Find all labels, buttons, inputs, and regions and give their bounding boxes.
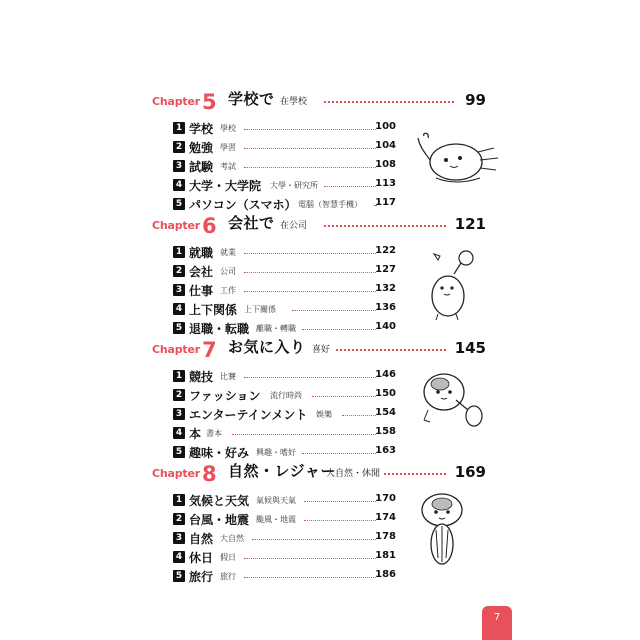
item-page: 132 <box>375 283 396 294</box>
item-number-badge: 4 <box>173 179 185 191</box>
item-title: 勉強 <box>189 141 214 155</box>
chapter-page: 169 <box>454 463 486 481</box>
item-subtitle: 就業 <box>220 248 236 257</box>
item-number-badge: 3 <box>173 408 185 420</box>
item-page: 127 <box>375 264 396 275</box>
hamster-badminton-illustration-1 <box>420 244 480 324</box>
item-subtitle: 上下關係 <box>244 305 276 314</box>
item-subtitle: 比賽 <box>220 372 236 381</box>
item-number-badge: 2 <box>173 389 185 401</box>
item-title: 上下関係 <box>189 303 238 317</box>
item-title: ファッション <box>189 389 261 403</box>
chapter-page: 121 <box>454 215 486 233</box>
chapter-number: 7 <box>202 338 217 362</box>
item-page: 122 <box>375 245 396 256</box>
chapter-title: 会社で <box>228 214 275 232</box>
dot-leader <box>244 291 376 292</box>
chapter-subtitle: 在學校 <box>280 97 308 107</box>
item-title: 競技 <box>189 370 214 384</box>
item-title: 旅行 <box>189 570 214 584</box>
page-number-tab: 7 <box>482 606 512 640</box>
dot-leader <box>302 329 376 330</box>
item-number-badge: 2 <box>173 265 185 277</box>
dot-leader <box>244 129 376 130</box>
dot-leader <box>244 558 376 559</box>
dot-leader <box>384 473 446 475</box>
item-subtitle: 學校 <box>220 124 236 133</box>
chapter-label: Chapter <box>152 343 200 356</box>
dot-leader <box>244 253 376 254</box>
dot-leader <box>342 415 376 416</box>
item-page: 136 <box>375 302 396 313</box>
hamster-badminton-illustration-2 <box>418 364 488 434</box>
item-subtitle: 氣候與天氣 <box>256 496 296 505</box>
item-number-badge: 1 <box>173 370 185 382</box>
item-page: 140 <box>375 321 396 332</box>
item-number-badge: 4 <box>173 427 185 439</box>
item-number-badge: 3 <box>173 532 185 544</box>
item-title: 大学・大学院 <box>189 179 262 193</box>
item-number-badge: 3 <box>173 160 185 172</box>
dot-leader <box>336 349 446 351</box>
chapter-subtitle: 在公司 <box>280 221 308 231</box>
chapter-label: Chapter <box>152 467 200 480</box>
chapter-number: 5 <box>202 90 217 114</box>
item-subtitle: 娛樂 <box>316 410 332 419</box>
item-number-badge: 1 <box>173 246 185 258</box>
item-page: 163 <box>375 445 396 456</box>
dot-leader <box>244 167 376 168</box>
hamster-sliding-illustration <box>408 130 504 190</box>
item-subtitle: 書本 <box>206 429 222 438</box>
dot-leader <box>244 377 376 378</box>
dot-leader <box>324 225 446 227</box>
chapter-title: お気に入り <box>228 338 306 356</box>
item-title: 退職・転職 <box>189 322 250 336</box>
item-subtitle: 考試 <box>220 162 236 171</box>
item-title: 仕事 <box>189 284 214 298</box>
item-subtitle: 假日 <box>220 553 236 562</box>
dot-leader <box>324 186 376 187</box>
chapter-header <box>152 332 486 360</box>
chapter-title: 学校で <box>228 90 275 108</box>
item-page: 104 <box>375 140 396 151</box>
dot-leader <box>232 434 376 435</box>
item-title: 学校 <box>189 122 214 136</box>
item-title: エンターテインメント <box>189 408 308 422</box>
dot-leader <box>312 396 376 397</box>
item-page: 154 <box>375 407 396 418</box>
item-page: 158 <box>375 426 396 437</box>
chapter-number: 8 <box>202 462 217 486</box>
item-title: 自然 <box>189 532 214 546</box>
chapter-header <box>152 456 486 484</box>
item-number-badge: 5 <box>173 570 185 582</box>
item-subtitle: 大學・研究所 <box>270 181 318 190</box>
dot-leader <box>292 310 376 311</box>
dot-leader <box>244 148 376 149</box>
item-page: 174 <box>375 512 396 523</box>
item-number-badge: 5 <box>173 446 185 458</box>
item-title: 休日 <box>189 551 214 565</box>
dot-leader <box>244 272 376 273</box>
item-title: 試験 <box>189 160 214 174</box>
dot-leader <box>324 101 454 103</box>
dot-leader <box>244 577 376 578</box>
item-page: 170 <box>375 493 396 504</box>
item-title: パソコン（スマホ） <box>189 198 297 212</box>
item-page: 117 <box>375 197 396 208</box>
item-number-badge: 4 <box>173 303 185 315</box>
item-subtitle: 離職・轉職 <box>256 324 296 333</box>
chapter-title: 自然・レジャー <box>228 462 336 480</box>
dot-leader <box>304 501 376 502</box>
chapter-page: 99 <box>465 91 486 109</box>
item-subtitle: 旅行 <box>220 572 236 581</box>
item-page: 113 <box>375 178 396 189</box>
dot-leader <box>302 453 376 454</box>
item-page: 146 <box>375 369 396 380</box>
item-title: 就職 <box>189 246 214 260</box>
item-title: 趣味・好み <box>189 446 250 460</box>
chapter-header <box>152 84 486 112</box>
item-title: 台風・地震 <box>189 513 250 527</box>
item-page: 186 <box>375 569 396 580</box>
item-number-badge: 4 <box>173 551 185 563</box>
item-subtitle: 颱風・地震 <box>256 515 296 524</box>
item-subtitle: 興趣・嗜好 <box>256 448 296 457</box>
item-title: 本 <box>189 427 202 441</box>
item-title: 会社 <box>189 265 214 279</box>
item-subtitle: 學習 <box>220 143 236 152</box>
item-page: 108 <box>375 159 396 170</box>
item-number-badge: 5 <box>173 198 185 210</box>
item-subtitle: 電腦（智慧手機） <box>298 200 362 209</box>
item-number-badge: 5 <box>173 322 185 334</box>
item-number-badge: 2 <box>173 141 185 153</box>
chapter-page: 145 <box>454 339 486 357</box>
item-title: 気候と天気 <box>189 494 250 508</box>
hamster-sunflower-seed-illustration <box>414 488 470 568</box>
item-page: 150 <box>375 388 396 399</box>
item-page: 181 <box>375 550 396 561</box>
chapter-label: Chapter <box>152 219 200 232</box>
chapter-subtitle: 喜好 <box>312 345 331 355</box>
item-number-badge: 3 <box>173 284 185 296</box>
dot-leader <box>252 539 376 540</box>
dot-leader <box>304 520 376 521</box>
item-subtitle: 大自然 <box>220 534 244 543</box>
chapter-header <box>152 208 486 236</box>
list-item[interactable] <box>152 568 486 587</box>
item-number-badge: 2 <box>173 513 185 525</box>
item-number-badge: 1 <box>173 494 185 506</box>
item-subtitle: 流行時尚 <box>270 391 302 400</box>
item-number-badge: 1 <box>173 122 185 134</box>
item-subtitle: 工作 <box>220 286 236 295</box>
item-page: 178 <box>375 531 396 542</box>
item-subtitle: 公司 <box>220 267 236 276</box>
item-page: 100 <box>375 121 396 132</box>
chapter-label: Chapter <box>152 95 200 108</box>
chapter-subtitle: 大自然・休閒 <box>326 469 381 479</box>
chapter-number: 6 <box>202 214 217 238</box>
